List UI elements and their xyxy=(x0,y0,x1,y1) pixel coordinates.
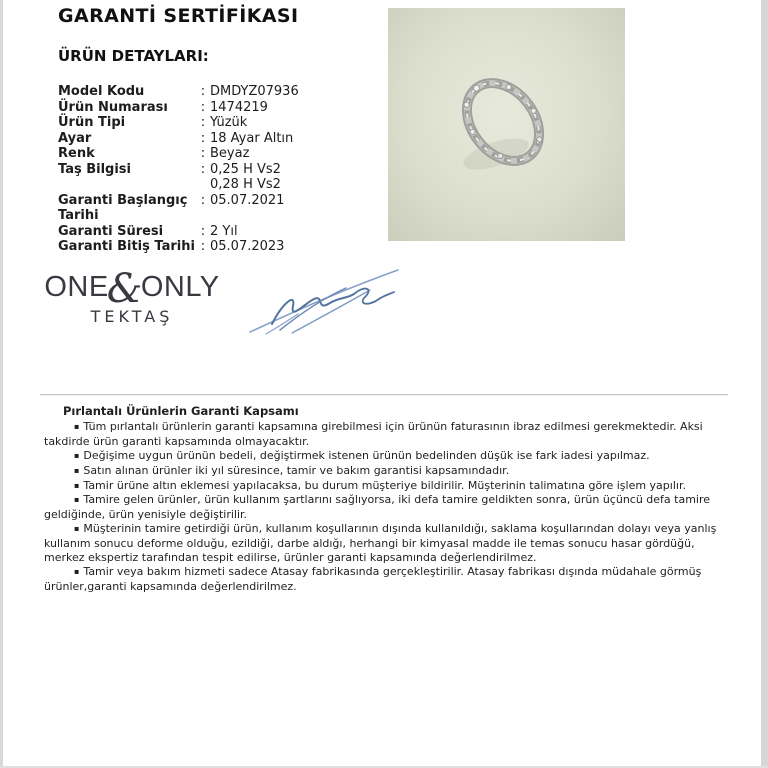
terms-item-text: Değişime uygun ürünün bedeli, değiştirmek istenen ürünün bedelinden düşük ise fark iadesi yapılmaz. xyxy=(83,448,650,462)
detail-separator: : xyxy=(200,161,206,177)
detail-row-warranty-end xyxy=(58,239,388,255)
terms-item xyxy=(44,565,728,594)
brand-name-part1: ONE xyxy=(44,271,109,303)
detail-value xyxy=(210,162,388,193)
bullet-icon: ▪ xyxy=(74,495,80,505)
stone-value-line1: 0,25 H Vs2 xyxy=(210,161,281,177)
terms-item xyxy=(44,479,728,494)
terms-heading: Pırlantalı Ürünlerin Garanti Kapsamı xyxy=(63,404,299,418)
detail-separator: : xyxy=(200,192,206,208)
terms-item-text: Tamir veya bakım hizmeti sadece Atasay fabrikasında gerçekleştirilir. Atasay fabrikası dışında müdahale görmüş ürünler,garanti kapsamında değerlendirilmez. xyxy=(44,564,702,593)
detail-row-model-code xyxy=(58,84,388,100)
product-details-heading: ÜRÜN DETAYLARI: xyxy=(58,47,209,65)
product-photo xyxy=(388,8,625,241)
bullet-icon: ▪ xyxy=(74,465,80,475)
terms-item xyxy=(44,493,728,522)
detail-row-product-number xyxy=(58,100,388,116)
product-details-table xyxy=(58,84,388,255)
detail-separator: : xyxy=(200,99,206,115)
detail-value: 05.07.2023 xyxy=(210,239,285,254)
detail-row-stone-info xyxy=(58,162,388,193)
terms-item-text: Tüm pırlantalı ürünlerin garanti kapsamına girebilmesi için ürünün faturasının ibraz edilmesi gerekmektedir. Aksi takdirde ürün garanti kapsamında olmayacaktır. xyxy=(44,419,703,448)
detail-label: Garanti Bitiş Tarihi xyxy=(58,239,195,254)
brand-logo xyxy=(44,266,220,326)
bullet-icon: ▪ xyxy=(74,480,80,490)
warranty-terms xyxy=(44,405,728,594)
brand-name xyxy=(44,266,220,312)
ring-image xyxy=(388,8,625,241)
detail-value: 18 Ayar Altın xyxy=(210,130,294,146)
signature-strokes xyxy=(246,254,406,349)
detail-row-warranty-duration xyxy=(58,224,388,240)
detail-row-warranty-start xyxy=(58,193,388,224)
brand-subname: TEKTAŞ xyxy=(90,307,174,326)
detail-separator: : xyxy=(200,239,206,254)
terms-item xyxy=(44,522,728,565)
detail-value: 2 Yıl xyxy=(210,223,238,239)
detail-value: DMDYZ07936 xyxy=(210,84,299,99)
detail-value: Yüzük xyxy=(210,115,248,130)
detail-separator: : xyxy=(200,84,206,99)
terms-item-text: Müşterinin tamire getirdiği ürün, kullanım koşullarının dışında kullanıldığı, saklama koşullarından dolayı veya yanlış kullanım sonucu deforme olduğu, ezildiği, darbe aldığı, herhangi bir kimyasal madde ile temas sonucu hasar gördüğü, merkez ekspertiz tarafından tespit edilirse, ürünler garanti kapsamında değerlendirilmez. xyxy=(44,522,717,565)
terms-item-text: Tamir ürüne altın eklemesi yapılacaksa, bu durum müşteriye bildirilir. Müşterinin talimatına göre işlem yapılır. xyxy=(83,478,686,492)
certificate-title: GARANTİ SERTİFİKASI xyxy=(58,5,299,27)
detail-label: Taş Bilgisi xyxy=(58,161,132,177)
detail-label: Ürün Numarası xyxy=(58,99,168,115)
detail-value: 05.07.2021 xyxy=(210,192,285,208)
scan-edge-left xyxy=(0,0,3,768)
bullet-icon: ▪ xyxy=(74,421,80,431)
scan-edge-right xyxy=(761,0,768,768)
brand-name-part2: ONLY xyxy=(140,271,220,303)
terms-item xyxy=(44,449,728,464)
detail-row-karat xyxy=(58,131,388,147)
detail-label: Garanti Başlangıç Tarihi xyxy=(58,192,188,223)
bullet-icon: ▪ xyxy=(74,450,80,460)
section-divider xyxy=(40,394,728,395)
detail-row-color xyxy=(58,146,388,162)
terms-item xyxy=(44,464,728,479)
detail-separator: : xyxy=(200,146,206,161)
detail-label: Ayar xyxy=(58,130,92,146)
detail-separator: : xyxy=(200,223,206,239)
detail-value: 1474219 xyxy=(210,99,268,115)
brand-ampersand: & xyxy=(106,266,143,312)
detail-label: Garanti Süresi xyxy=(58,223,164,239)
bullet-icon: ▪ xyxy=(74,524,80,534)
detail-label: Ürün Tipi xyxy=(58,115,126,130)
terms-item-text: Tamire gelen ürünler, ürün kullanım şartlarını sağlıyorsa, iki defa tamire geldikten sonra, ürün üçüncü defa tamire geldiğinde, ürün yenisiyle değiştirilir. xyxy=(44,493,711,522)
terms-item xyxy=(44,420,728,449)
detail-label: Model Kodu xyxy=(58,84,145,99)
detail-label: Renk xyxy=(58,146,95,161)
bullet-icon: ▪ xyxy=(74,566,80,576)
detail-value: Beyaz xyxy=(210,146,250,161)
detail-separator: : xyxy=(200,115,206,130)
terms-item-text: Satın alınan ürünler iki yıl süresince, tamir ve bakım garantisi kapsamındadır. xyxy=(83,463,510,477)
signature xyxy=(246,254,406,349)
detail-row-product-type xyxy=(58,115,388,131)
detail-separator: : xyxy=(200,130,206,146)
stone-value-line2: 0,28 H Vs2 xyxy=(210,177,281,192)
